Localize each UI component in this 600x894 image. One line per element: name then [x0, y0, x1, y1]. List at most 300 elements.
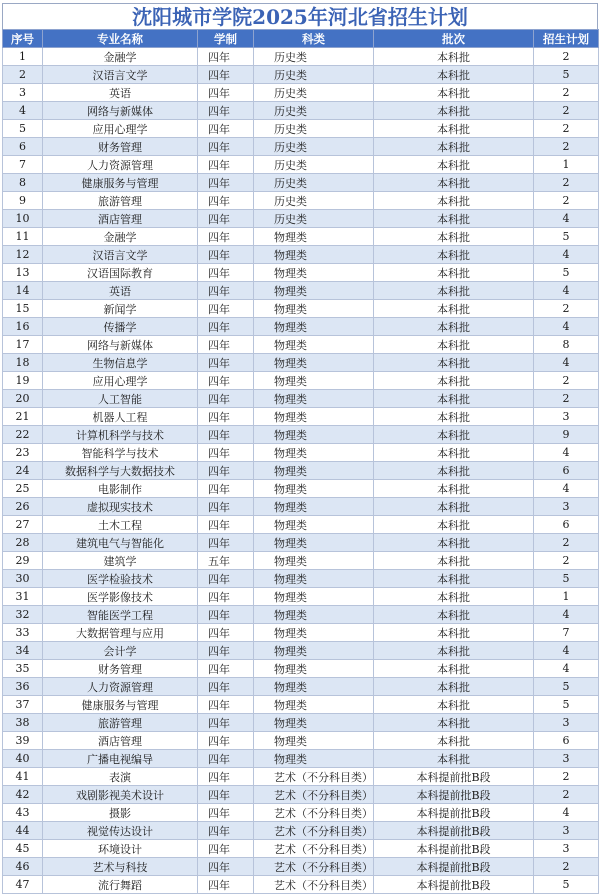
cell-duration: 四年	[198, 390, 254, 408]
cell-index: 15	[3, 300, 43, 318]
cell-index: 13	[3, 264, 43, 282]
cell-major: 医学检验技术	[43, 570, 198, 588]
cell-category: 物理类	[254, 408, 374, 426]
cell-major: 视觉传达设计	[43, 822, 198, 840]
cell-category: 物理类	[254, 516, 374, 534]
table-row	[3, 750, 599, 768]
cell-major: 医学影像技术	[43, 588, 198, 606]
cell-duration: 四年	[198, 66, 254, 84]
cell-quota: 5	[534, 570, 599, 588]
cell-quota: 4	[534, 642, 599, 660]
cell-batch: 本科批	[374, 102, 534, 120]
cell-major: 网络与新媒体	[43, 102, 198, 120]
cell-batch: 本科批	[374, 246, 534, 264]
cell-batch: 本科批	[374, 750, 534, 768]
cell-duration: 四年	[198, 192, 254, 210]
cell-category: 物理类	[254, 588, 374, 606]
table-row	[3, 678, 599, 696]
cell-major: 新闻学	[43, 300, 198, 318]
cell-quota: 3	[534, 822, 599, 840]
table-row	[3, 840, 599, 858]
cell-batch: 本科批	[374, 300, 534, 318]
cell-duration: 四年	[198, 840, 254, 858]
cell-major: 电影制作	[43, 480, 198, 498]
cell-index: 14	[3, 282, 43, 300]
cell-index: 41	[3, 768, 43, 786]
cell-duration: 四年	[198, 642, 254, 660]
cell-quota: 5	[534, 696, 599, 714]
cell-duration: 四年	[198, 408, 254, 426]
cell-quota: 1	[534, 588, 599, 606]
table-row	[3, 552, 599, 570]
cell-quota: 4	[534, 318, 599, 336]
cell-index: 36	[3, 678, 43, 696]
cell-duration: 四年	[198, 786, 254, 804]
table-row	[3, 246, 599, 264]
cell-index: 9	[3, 192, 43, 210]
header-duration: 学制	[198, 30, 254, 48]
cell-index: 19	[3, 372, 43, 390]
page-title: 沈阳城市学院2025年河北省招生计划	[2, 3, 598, 29]
cell-batch: 本科批	[374, 660, 534, 678]
cell-batch: 本科批	[374, 444, 534, 462]
cell-index: 44	[3, 822, 43, 840]
table-row	[3, 768, 599, 786]
cell-batch: 本科批	[374, 552, 534, 570]
cell-category: 历史类	[254, 102, 374, 120]
table-row	[3, 192, 599, 210]
cell-category: 艺术（不分科目类）	[254, 876, 374, 894]
cell-quota: 5	[534, 264, 599, 282]
cell-index: 29	[3, 552, 43, 570]
cell-quota: 5	[534, 678, 599, 696]
table-row	[3, 642, 599, 660]
cell-index: 35	[3, 660, 43, 678]
cell-duration: 四年	[198, 156, 254, 174]
cell-batch: 本科批	[374, 120, 534, 138]
cell-major: 旅游管理	[43, 714, 198, 732]
cell-category: 物理类	[254, 660, 374, 678]
cell-duration: 四年	[198, 768, 254, 786]
cell-index: 4	[3, 102, 43, 120]
cell-duration: 四年	[198, 624, 254, 642]
header-quota: 招生计划	[534, 30, 599, 48]
cell-batch: 本科批	[374, 588, 534, 606]
cell-major: 机器人工程	[43, 408, 198, 426]
cell-index: 31	[3, 588, 43, 606]
cell-index: 12	[3, 246, 43, 264]
cell-quota: 2	[534, 102, 599, 120]
cell-batch: 本科批	[374, 264, 534, 282]
cell-duration: 四年	[198, 120, 254, 138]
cell-duration: 四年	[198, 372, 254, 390]
cell-category: 物理类	[254, 534, 374, 552]
cell-index: 30	[3, 570, 43, 588]
cell-major: 健康服务与管理	[43, 696, 198, 714]
cell-major: 英语	[43, 282, 198, 300]
cell-category: 艺术（不分科目类）	[254, 786, 374, 804]
cell-index: 21	[3, 408, 43, 426]
cell-index: 17	[3, 336, 43, 354]
cell-batch: 本科批	[374, 228, 534, 246]
cell-batch: 本科批	[374, 48, 534, 66]
cell-major: 酒店管理	[43, 210, 198, 228]
cell-major: 金融学	[43, 48, 198, 66]
cell-major: 酒店管理	[43, 732, 198, 750]
table-row	[3, 156, 599, 174]
cell-index: 23	[3, 444, 43, 462]
table-row	[3, 732, 599, 750]
cell-batch: 本科批	[374, 282, 534, 300]
cell-major: 财务管理	[43, 660, 198, 678]
cell-category: 历史类	[254, 192, 374, 210]
table-row	[3, 786, 599, 804]
table-row	[3, 570, 599, 588]
table-row	[3, 588, 599, 606]
cell-major: 土木工程	[43, 516, 198, 534]
cell-major: 财务管理	[43, 138, 198, 156]
cell-major: 汉语国际教育	[43, 264, 198, 282]
cell-batch: 本科批	[374, 84, 534, 102]
cell-major: 汉语言文学	[43, 246, 198, 264]
table-row	[3, 534, 599, 552]
cell-duration: 四年	[198, 462, 254, 480]
table-row	[3, 696, 599, 714]
cell-major: 汉语言文学	[43, 66, 198, 84]
cell-index: 34	[3, 642, 43, 660]
cell-batch: 本科批	[374, 192, 534, 210]
cell-major: 生物信息学	[43, 354, 198, 372]
cell-major: 大数据管理与应用	[43, 624, 198, 642]
cell-major: 会计学	[43, 642, 198, 660]
cell-duration: 四年	[198, 174, 254, 192]
cell-major: 传播学	[43, 318, 198, 336]
cell-category: 物理类	[254, 750, 374, 768]
cell-quota: 6	[534, 732, 599, 750]
cell-category: 历史类	[254, 138, 374, 156]
table-row	[3, 84, 599, 102]
cell-duration: 四年	[198, 570, 254, 588]
admission-plan-sheet	[2, 3, 598, 894]
cell-batch: 本科批	[374, 372, 534, 390]
table-row	[3, 462, 599, 480]
cell-major: 网络与新媒体	[43, 336, 198, 354]
cell-major: 应用心理学	[43, 120, 198, 138]
cell-major: 旅游管理	[43, 192, 198, 210]
table-row	[3, 354, 599, 372]
cell-duration: 五年	[198, 552, 254, 570]
cell-duration: 四年	[198, 480, 254, 498]
cell-category: 历史类	[254, 84, 374, 102]
cell-batch: 本科提前批B段	[374, 840, 534, 858]
admission-plan-table	[2, 29, 599, 894]
cell-major: 人力资源管理	[43, 156, 198, 174]
cell-quota: 8	[534, 336, 599, 354]
cell-category: 物理类	[254, 372, 374, 390]
cell-quota: 3	[534, 750, 599, 768]
cell-index: 3	[3, 84, 43, 102]
cell-category: 物理类	[254, 678, 374, 696]
cell-quota: 4	[534, 444, 599, 462]
cell-batch: 本科批	[374, 606, 534, 624]
cell-index: 6	[3, 138, 43, 156]
table-row	[3, 390, 599, 408]
table-row	[3, 408, 599, 426]
cell-quota: 6	[534, 462, 599, 480]
cell-category: 艺术（不分科目类）	[254, 858, 374, 876]
table-row	[3, 174, 599, 192]
cell-batch: 本科提前批B段	[374, 858, 534, 876]
cell-category: 物理类	[254, 642, 374, 660]
cell-index: 27	[3, 516, 43, 534]
cell-index: 20	[3, 390, 43, 408]
cell-category: 物理类	[254, 228, 374, 246]
table-row	[3, 300, 599, 318]
cell-quota: 3	[534, 714, 599, 732]
cell-duration: 四年	[198, 606, 254, 624]
cell-duration: 四年	[198, 138, 254, 156]
cell-major: 虚拟现实技术	[43, 498, 198, 516]
cell-quota: 5	[534, 876, 599, 894]
cell-quota: 2	[534, 300, 599, 318]
cell-index: 22	[3, 426, 43, 444]
cell-major: 健康服务与管理	[43, 174, 198, 192]
table-row	[3, 210, 599, 228]
table-row	[3, 102, 599, 120]
cell-index: 47	[3, 876, 43, 894]
cell-batch: 本科批	[374, 156, 534, 174]
cell-category: 物理类	[254, 336, 374, 354]
cell-category: 物理类	[254, 264, 374, 282]
cell-category: 物理类	[254, 732, 374, 750]
cell-quota: 2	[534, 768, 599, 786]
cell-category: 物理类	[254, 390, 374, 408]
cell-index: 25	[3, 480, 43, 498]
cell-major: 建筑学	[43, 552, 198, 570]
table-row	[3, 516, 599, 534]
cell-major: 应用心理学	[43, 372, 198, 390]
cell-category: 历史类	[254, 48, 374, 66]
cell-quota: 4	[534, 480, 599, 498]
cell-major: 数据科学与大数据技术	[43, 462, 198, 480]
cell-duration: 四年	[198, 228, 254, 246]
cell-index: 26	[3, 498, 43, 516]
cell-category: 物理类	[254, 624, 374, 642]
cell-index: 33	[3, 624, 43, 642]
table-row	[3, 822, 599, 840]
table-row	[3, 444, 599, 462]
cell-index: 8	[3, 174, 43, 192]
table-row	[3, 660, 599, 678]
cell-duration: 四年	[198, 354, 254, 372]
cell-category: 历史类	[254, 120, 374, 138]
cell-major: 智能科学与技术	[43, 444, 198, 462]
cell-category: 物理类	[254, 426, 374, 444]
cell-quota: 2	[534, 786, 599, 804]
cell-category: 历史类	[254, 156, 374, 174]
header-index: 序号	[3, 30, 43, 48]
cell-index: 5	[3, 120, 43, 138]
cell-batch: 本科批	[374, 318, 534, 336]
cell-major: 广播电视编导	[43, 750, 198, 768]
cell-batch: 本科提前批B段	[374, 876, 534, 894]
cell-index: 10	[3, 210, 43, 228]
cell-category: 物理类	[254, 696, 374, 714]
cell-index: 43	[3, 804, 43, 822]
cell-batch: 本科批	[374, 426, 534, 444]
cell-major: 计算机科学与技术	[43, 426, 198, 444]
cell-index: 2	[3, 66, 43, 84]
cell-batch: 本科批	[374, 732, 534, 750]
cell-category: 物理类	[254, 462, 374, 480]
table-row	[3, 66, 599, 84]
cell-batch: 本科提前批B段	[374, 822, 534, 840]
table-row	[3, 804, 599, 822]
cell-quota: 4	[534, 354, 599, 372]
cell-duration: 四年	[198, 750, 254, 768]
table-row	[3, 858, 599, 876]
cell-category: 物理类	[254, 444, 374, 462]
table-row	[3, 48, 599, 66]
cell-quota: 2	[534, 120, 599, 138]
header-major: 专业名称	[43, 30, 198, 48]
cell-major: 表演	[43, 768, 198, 786]
cell-index: 7	[3, 156, 43, 174]
cell-batch: 本科批	[374, 66, 534, 84]
cell-quota: 2	[534, 192, 599, 210]
cell-index: 11	[3, 228, 43, 246]
cell-batch: 本科批	[374, 336, 534, 354]
cell-quota: 4	[534, 606, 599, 624]
cell-duration: 四年	[198, 876, 254, 894]
cell-quota: 3	[534, 840, 599, 858]
table-row	[3, 120, 599, 138]
cell-major: 英语	[43, 84, 198, 102]
cell-batch: 本科批	[374, 408, 534, 426]
cell-batch: 本科批	[374, 354, 534, 372]
table-row	[3, 138, 599, 156]
cell-category: 艺术（不分科目类）	[254, 768, 374, 786]
table-row	[3, 264, 599, 282]
cell-quota: 4	[534, 804, 599, 822]
table-row	[3, 480, 599, 498]
cell-batch: 本科批	[374, 534, 534, 552]
cell-duration: 四年	[198, 804, 254, 822]
cell-quota: 2	[534, 552, 599, 570]
cell-major: 戏剧影视美术设计	[43, 786, 198, 804]
cell-category: 物理类	[254, 498, 374, 516]
cell-duration: 四年	[198, 516, 254, 534]
cell-index: 16	[3, 318, 43, 336]
cell-major: 摄影	[43, 804, 198, 822]
cell-batch: 本科提前批B段	[374, 804, 534, 822]
cell-index: 45	[3, 840, 43, 858]
cell-duration: 四年	[198, 426, 254, 444]
cell-batch: 本科批	[374, 714, 534, 732]
cell-duration: 四年	[198, 660, 254, 678]
cell-quota: 3	[534, 408, 599, 426]
table-row	[3, 336, 599, 354]
cell-duration: 四年	[198, 696, 254, 714]
cell-quota: 2	[534, 174, 599, 192]
cell-quota: 4	[534, 660, 599, 678]
table-row	[3, 318, 599, 336]
cell-index: 42	[3, 786, 43, 804]
table-header-row	[3, 30, 599, 48]
cell-duration: 四年	[198, 300, 254, 318]
table-row	[3, 714, 599, 732]
cell-quota: 9	[534, 426, 599, 444]
cell-batch: 本科批	[374, 696, 534, 714]
cell-category: 物理类	[254, 714, 374, 732]
cell-batch: 本科提前批B段	[374, 768, 534, 786]
cell-batch: 本科批	[374, 390, 534, 408]
cell-quota: 2	[534, 390, 599, 408]
cell-category: 物理类	[254, 354, 374, 372]
cell-index: 18	[3, 354, 43, 372]
cell-duration: 四年	[198, 714, 254, 732]
cell-quota: 5	[534, 228, 599, 246]
cell-batch: 本科批	[374, 498, 534, 516]
cell-quota: 2	[534, 858, 599, 876]
cell-duration: 四年	[198, 498, 254, 516]
cell-major: 人工智能	[43, 390, 198, 408]
cell-category: 物理类	[254, 300, 374, 318]
table-row	[3, 606, 599, 624]
cell-category: 物理类	[254, 318, 374, 336]
cell-quota: 4	[534, 246, 599, 264]
cell-batch: 本科批	[374, 210, 534, 228]
cell-category: 物理类	[254, 552, 374, 570]
cell-index: 1	[3, 48, 43, 66]
cell-category: 历史类	[254, 66, 374, 84]
cell-major: 流行舞蹈	[43, 876, 198, 894]
table-row	[3, 426, 599, 444]
cell-quota: 3	[534, 498, 599, 516]
cell-quota: 2	[534, 138, 599, 156]
cell-index: 39	[3, 732, 43, 750]
cell-quota: 5	[534, 66, 599, 84]
cell-index: 38	[3, 714, 43, 732]
cell-category: 艺术（不分科目类）	[254, 840, 374, 858]
cell-major: 环境设计	[43, 840, 198, 858]
cell-index: 32	[3, 606, 43, 624]
cell-quota: 7	[534, 624, 599, 642]
table-row	[3, 498, 599, 516]
cell-category: 历史类	[254, 174, 374, 192]
cell-batch: 本科批	[374, 480, 534, 498]
cell-batch: 本科批	[374, 138, 534, 156]
cell-batch: 本科批	[374, 462, 534, 480]
cell-category: 物理类	[254, 282, 374, 300]
cell-duration: 四年	[198, 588, 254, 606]
cell-major: 智能医学工程	[43, 606, 198, 624]
cell-category: 艺术（不分科目类）	[254, 822, 374, 840]
cell-duration: 四年	[198, 210, 254, 228]
cell-batch: 本科批	[374, 624, 534, 642]
cell-quota: 2	[534, 48, 599, 66]
cell-batch: 本科批	[374, 174, 534, 192]
cell-duration: 四年	[198, 102, 254, 120]
cell-major: 人力资源管理	[43, 678, 198, 696]
table-row	[3, 372, 599, 390]
cell-category: 物理类	[254, 480, 374, 498]
table-row	[3, 228, 599, 246]
cell-index: 28	[3, 534, 43, 552]
cell-major: 艺术与科技	[43, 858, 198, 876]
cell-duration: 四年	[198, 534, 254, 552]
header-batch: 批次	[374, 30, 534, 48]
